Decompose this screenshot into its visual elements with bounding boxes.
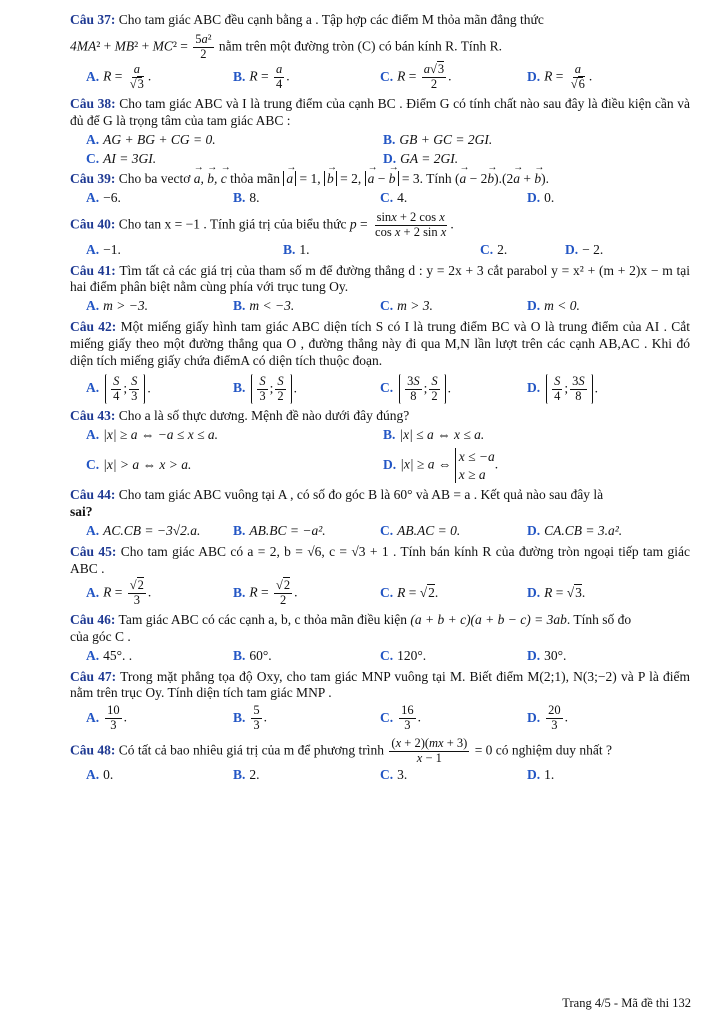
option-c[interactable]: C. 4. (380, 190, 408, 206)
question-42: Câu 42: Một miếng giấy hình tam giác ABC diện tích S có I là trung điểm BC và O là trung điểm của AI . Cắt miếng giấy theo một đường thẳng qua O , đường thẳng này đi qua M,N lần lượt trên các cạnh AB,AC . Khi đó diện tích miếng giấy chứa điểmA có diện tích thuộc đoạn. A. $\frac{S}{4}$ ; $\frac{S}{3}$ . B. $\frac{S}{3}$ ; $\frac{S}{2}$ . C. $\frac{3S}{8}$ ; $\frac{S}{2}$ . D. $\frac{S}{4}$ ; $\frac{3S}{8}$ . (70, 319, 690, 403)
option-c[interactable]: C. 2. (480, 241, 508, 257)
question-number: Câu 37: (70, 12, 116, 27)
option-b[interactable]: B. AB.BC = −a². (233, 522, 326, 538)
option-b[interactable]: B. 8. (233, 190, 260, 206)
question-text: nằm trên một đường tròn (C) có bán kính R. Tính R. (218, 38, 502, 54)
question-text: Cho tam giác ABC và I là trung điểm của cạnh BC . Điểm G có tính chất nào sau đây là điều kiện cần và đủ để G là trọng tâm của tam giác ABC : (70, 95, 690, 128)
option-a[interactable]: A. AC.CB = −3√2.a. (86, 522, 201, 538)
option-d[interactable]: D. $\frac{20}{3}$ . (527, 703, 568, 733)
answer-options (86, 523, 690, 540)
option-d[interactable]: D. $\frac{S}{4}$ ; $\frac{3S}{8}$ . (527, 373, 599, 403)
option-b[interactable]: B. GB + GC = 2GI. (383, 131, 493, 147)
option-d[interactable]: D. 30°. (527, 647, 567, 663)
answer-options (86, 579, 690, 608)
question-46: Câu 46: Tam giác ABC có các cạnh a, b, c thỏa mãn điều kiện (a + b + c)(a + b − c) = 3ab. Tính số đo của góc C . A. 45°. . B. 60°. C. 120°. D. 30°. (70, 612, 690, 665)
page-footer: Trang 4/5 - Mã đề thi 132 (562, 996, 691, 1011)
option-c[interactable]: C. AB.AC = 0. (380, 522, 461, 538)
option-b[interactable]: B. 1. (283, 241, 310, 257)
option-d[interactable]: D. m < 0. (527, 298, 580, 314)
option-a[interactable]: A. −1. (86, 241, 121, 257)
option-c[interactable]: C. AI = 3GI. (86, 150, 157, 166)
option-d[interactable]: D. R = √3. (527, 585, 586, 601)
question-37: Câu 37: Cho tam giác ABC đều cạnh bằng a . Tập hợp các điểm M thỏa mãn đẳng thức 4MA² + MB² + MC² = $\frac{\text{5a²}}{2}$ nằm trên một đường tròn (C) có bán kính R. Tính R. A. R = $\frac{a}{√3}$ . B. R = $\frac{a}{4}$ . C. R = $\frac{a√3}{2}$ . D. R = $\frac{a}{√6}$ . (70, 12, 690, 92)
question-40: Câu 40: Cho tan x = −1 . Tính giá trị của biểu thức p = $\frac{\text{sinx + 2 cos x}}{\text{cos x + 2 sin x}}$ . A. −1. B. 1. C. 2. D. − 2. (70, 211, 690, 258)
option-c[interactable]: C. R = $\frac{a√3}{2}$ . (380, 62, 452, 92)
option-a[interactable]: A. |x| ≥ a ⇔ −a ≤ x ≤ a. (86, 427, 218, 443)
answer-options (86, 448, 690, 483)
option-d[interactable]: D. R = $\frac{a}{√6}$ . (527, 62, 593, 92)
option-d[interactable]: D. GA = 2GI. (383, 150, 459, 166)
option-b[interactable]: B. R = $\frac{a}{4}$ . (233, 62, 290, 92)
option-a[interactable]: A. 45°. . (86, 647, 133, 663)
option-b[interactable]: B. 60°. (233, 647, 272, 663)
question-38: Câu 38: Cho tam giác ABC và I là trung điểm của cạnh BC . Điểm G có tính chất nào sau đây là điều kiện cần và đủ để G là trọng tâm của tam giác ABC : A. AG + BG + CG = 0. B. GB + GC = 2GI. C. AI = 3GI. D. GA = 2GI. (70, 95, 690, 166)
option-d[interactable]: D. CA.CB = 3.a². (527, 522, 623, 538)
answer-options (86, 298, 690, 315)
option-b[interactable]: B. |x| ≤ a ⇔ x ≤ a. (383, 427, 485, 443)
question-text: Cho tam giác ABC đều cạnh bằng a . Tập hợp các điểm M thỏa mãn đẳng thức (118, 12, 544, 27)
question-48: Câu 48: Có tất cả bao nhiêu giá trị của m để phương trình $\frac{(x + 2)(mx + 3)}{x - 1}$ = 0 có nghiệm duy nhất ? A. 0. B. 2. C. 3. D. 1. (70, 737, 690, 784)
question-39: Câu 39: Cho ba vectơ → a, → b, → c thỏa mãn → a = 1, → b = 2, → a − → b = 3. Tính (→ a − 2→ b).(2→ a + → b). A. −6. B. 8. C. 4. D. 0. (70, 171, 690, 207)
option-b[interactable]: B. m < −3. (233, 298, 295, 314)
answer-options (86, 704, 690, 733)
question-43: Câu 43: Cho a là số thực dương. Mệnh đề nào dưới đây đúng? A. |x| ≥ a ⇔ −a ≤ x ≤ a. B. |x| ≤ a ⇔ x ≤ a. C. |x| > a ⇔ x > a. D. |x| ≥ a ⇔ x ≤ −a x ≥ a . (70, 408, 690, 483)
question-44: Câu 44: Cho tam giác ABC vuông tại A , có số đo góc B là 60° và AB = a . Kết quả nào sau đây là sai? A. AC.CB = −3√2.a. B. AB.BC = −a². C. AB.AC = 0. D. CA.CB = 3.a². (70, 487, 690, 540)
option-b[interactable]: B. R = $\frac{√2}{2}$ . (233, 578, 298, 608)
option-a[interactable]: A. 0. (86, 767, 114, 783)
option-a[interactable]: A. m > −3. (86, 298, 148, 314)
question-45: Câu 45: Cho tam giác ABC có a = 2, b = √6, c = √3 + 1 . Tính bán kính R của đường tròn ngoại tiếp tam giác ABC . A. R = $\frac{√2}{3}$ . B. R = $\frac{√2}{2}$ . C. R = √2. D. R = √3. (70, 543, 690, 608)
answer-options (86, 190, 690, 207)
option-a[interactable]: A. AG + BG + CG = 0. (86, 131, 216, 147)
answer-options (86, 374, 690, 405)
option-c[interactable]: C. $\frac{3S}{8}$ ; $\frac{S}{2}$ . (380, 373, 452, 403)
exam-page (70, 12, 690, 788)
option-a[interactable]: A. R = $\frac{a}{√3}$ . (86, 62, 152, 92)
option-c[interactable]: C. 3. (380, 767, 408, 783)
answer-options (86, 648, 690, 665)
answer-options (86, 132, 690, 149)
option-d[interactable]: D. |x| ≥ a ⇔ x ≤ −a x ≥ a . (383, 449, 499, 482)
option-a[interactable]: A. $\frac{S}{4}$ ; $\frac{S}{3}$ . (86, 373, 151, 403)
option-a[interactable]: A. R = $\frac{√2}{3}$ . (86, 578, 152, 608)
option-c[interactable]: C. |x| > a ⇔ x > a. (86, 457, 192, 473)
option-c[interactable]: C. 120°. (380, 647, 427, 663)
option-b[interactable]: B. 2. (233, 767, 260, 783)
option-a[interactable]: A. −6. (86, 190, 121, 206)
option-c[interactable]: C. $\frac{16}{3}$ . (380, 703, 421, 733)
answer-options (86, 767, 690, 784)
option-d[interactable]: D. − 2. (565, 241, 604, 257)
option-d[interactable]: D. 1. (527, 767, 555, 783)
question-41: Câu 41: Tìm tất cả các giá trị của tham số m để đường thẳng d : y = 2x + 3 cắt parabol y = x² + (m + 2)x − m tại hai điểm phân biệt nằm cùng phía với trục tung Oy. A. m > −3. B. m < −3. C. m > 3. D. m < 0. (70, 262, 691, 314)
option-c[interactable]: C. R = √2. (380, 585, 439, 601)
option-b[interactable]: B. $\frac{S}{3}$ ; $\frac{S}{2}$ . (233, 373, 298, 403)
answer-options (86, 63, 690, 92)
option-a[interactable]: A. $\frac{10}{3}$ . (86, 703, 127, 733)
option-b[interactable]: B. $\frac{5}{3}$ . (233, 703, 268, 733)
option-c[interactable]: C. m > 3. (380, 298, 433, 314)
answer-options (86, 242, 690, 259)
answer-options (86, 427, 690, 444)
question-47: Câu 47: Trong mặt phẳng tọa độ Oxy, cho tam giác MNP vuông tại M. Biết điểm M(2;1), N(3;−2) và P là điểm nằm trên trục Oy. Tính diện tích tam giác MNP . A. $\frac{10}{3}$ . B. $\frac{5}{3}$ . C. $\frac{16}{3}$ . D. $\frac{20}{3}$ . (70, 668, 690, 733)
option-d[interactable]: D. 0. (527, 190, 555, 206)
